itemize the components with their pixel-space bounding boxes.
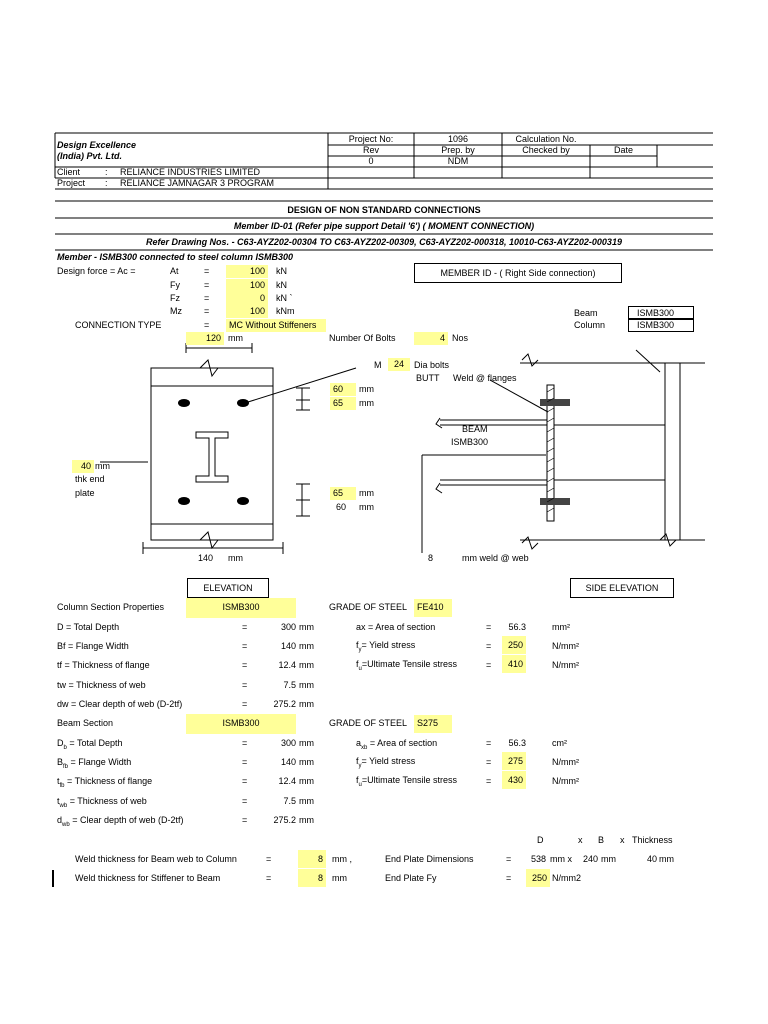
- beam-row-dw-text: = Clear depth of web (D-2tf): [69, 815, 184, 825]
- company-line1: Design Excellence: [57, 140, 137, 150]
- beam-row-d-eq: =: [242, 738, 248, 748]
- col-row-bf-eq: =: [242, 641, 248, 651]
- connection-type-label: CONNECTION TYPE: [75, 320, 162, 330]
- beam-row-tw-sym: t: [57, 796, 60, 806]
- col-ax-unit: mm²: [552, 622, 570, 632]
- beam-fy-val[interactable]: 275: [502, 752, 526, 770]
- beam-grade-value[interactable]: S275: [414, 715, 452, 733]
- end-fy-unit: N/mm2: [552, 873, 581, 883]
- beam-ax-eq: =: [486, 738, 492, 748]
- col-fu-unit: N/mm²: [552, 660, 579, 670]
- col-row-d-label: D = Total Depth: [57, 622, 120, 632]
- force-sym-at: At: [170, 266, 179, 276]
- force-sym-fz: Fz: [170, 293, 180, 303]
- col-fy-unit: N/mm²: [552, 641, 579, 651]
- col-fu-val[interactable]: 410: [502, 655, 526, 673]
- col-row-tw-val: 7.5: [283, 680, 296, 690]
- col-row-tw-eq: =: [242, 680, 248, 690]
- width-bottom-unit: mm: [228, 553, 243, 563]
- force-sym-fy: Fy: [170, 280, 180, 290]
- col-fu-label: [356, 659, 457, 675]
- member-desc: Member - ISMB300 connected to steel column ISMB300: [57, 252, 294, 262]
- beam-fy-unit: N/mm²: [552, 757, 579, 767]
- beam-fy-sym: $f_y$: [356, 756, 362, 769]
- bolt-prefix: M: [374, 360, 382, 370]
- col-row-d-eq: =: [242, 622, 248, 632]
- beam-row-tf-val: 12.4: [278, 776, 296, 786]
- elevation-label: ELEVATION: [203, 583, 253, 593]
- column-label: Column: [574, 320, 606, 330]
- width-bottom: 140: [198, 553, 214, 563]
- side-beam-label: BEAM: [462, 424, 488, 434]
- beam-row-bf-label: [57, 757, 131, 773]
- weld-stiff-label: Weld thickness for Stiffener to Beam: [75, 873, 221, 883]
- end-plate-d-unit: mm x: [550, 854, 572, 864]
- member-title: Member ID-01 (Refer pipe support Detail '6') ( MOMENT CONNECTION): [233, 221, 535, 231]
- beam-ax-unit: cm²: [552, 738, 567, 748]
- dim-60-top[interactable]: 60: [330, 383, 356, 396]
- beam-row-d-sub: b: [63, 744, 67, 751]
- col-fy-val[interactable]: 250: [502, 636, 526, 654]
- width-input[interactable]: 120: [186, 332, 224, 345]
- client-colon: :: [105, 167, 108, 177]
- dim-thk-header: Thickness: [632, 835, 673, 845]
- weld-beam-unit: mm ,: [332, 854, 352, 864]
- col-fu-text: =Ultimate Tensile stress: [361, 659, 457, 669]
- side-elevation-label-box: [570, 578, 674, 598]
- force-eq-at: =: [204, 266, 210, 276]
- force-eq-fz: =: [204, 293, 210, 303]
- beam-row-dw-sub: wb: [62, 821, 70, 828]
- beam-fu-val[interactable]: 430: [502, 771, 526, 789]
- weld-web-value: 8: [428, 553, 434, 563]
- end-plate-label: End Plate Dimensions: [385, 854, 474, 864]
- weld-beam-label: Weld thickness for Beam web to Column: [75, 854, 237, 864]
- beam-row-d-label: [57, 738, 122, 754]
- column-value-box: [628, 318, 694, 332]
- column-section-value[interactable]: ISMB300: [186, 598, 296, 618]
- col-row-dw-val: 275.2: [273, 699, 296, 709]
- beam-row-d-val: 300: [280, 738, 296, 748]
- elevation-label-box: [187, 578, 269, 598]
- rev-label: Rev: [362, 145, 379, 155]
- force-val-fz[interactable]: 0: [226, 292, 268, 305]
- prep-value: NDM: [447, 156, 469, 166]
- beam-value: ISMB300: [637, 308, 675, 318]
- beam-row-tf-unit: mm: [299, 776, 314, 786]
- project-value: RELIANCE JAMNAGAR 3 PROGRAM: [120, 178, 275, 188]
- project-no-label: Project No:: [348, 134, 394, 144]
- col-fy-sym: $f_y$: [356, 640, 362, 653]
- beam-section-value[interactable]: ISMB300: [186, 714, 296, 734]
- plate-line2: thk end: [75, 474, 105, 484]
- weld-stiff-unit: mm: [332, 873, 347, 883]
- beam-fy-eq: =: [486, 757, 492, 767]
- dim-65-bottom[interactable]: 65: [330, 487, 356, 500]
- force-unit-at: kN: [276, 266, 287, 276]
- calc-no-label: Calculation No.: [515, 134, 577, 144]
- col-fu-sym: $f_u$: [356, 659, 362, 672]
- member-id-title: MEMBER ID - ( Right Side connection): [440, 268, 596, 278]
- force-val-fy[interactable]: 100: [226, 279, 268, 292]
- end-plate-t-unit: mm: [659, 854, 674, 864]
- dim-65-top-unit: mm: [359, 398, 374, 408]
- beam-row-tf-eq: =: [242, 776, 248, 786]
- col-fu-eq: =: [486, 660, 492, 670]
- butt-label: BUTT: [416, 373, 440, 383]
- beam-label: Beam: [574, 308, 598, 318]
- end-fy-input[interactable]: 250: [526, 869, 550, 887]
- col-ax-val: 56.3: [508, 622, 526, 632]
- dim-65-top[interactable]: 65: [330, 397, 356, 410]
- client-label: Client: [57, 167, 81, 177]
- force-eq-mz: =: [204, 306, 210, 316]
- beam-row-dw-unit: mm: [299, 815, 314, 825]
- project-colon: :: [105, 178, 108, 188]
- project-label: Project: [57, 178, 86, 188]
- plate-thk-unit: mm: [95, 461, 110, 471]
- col-row-tf-unit: mm: [299, 660, 314, 670]
- force-unit-mz: kNm: [276, 306, 295, 316]
- beam-fu-label: [356, 775, 457, 791]
- prep-label: Prep. by: [441, 145, 475, 155]
- beam-row-tw-val: 7.5: [283, 796, 296, 806]
- col-ax-label: ax = Area of section: [356, 622, 436, 632]
- bolts-input[interactable]: 4: [414, 332, 448, 345]
- design-force-label: Design force = Ac =: [57, 266, 136, 276]
- col-row-bf-label: Bf = Flange Width: [57, 641, 129, 651]
- force-unit-fz: kN `: [276, 293, 293, 303]
- beam-row-tf-sub: fb: [59, 782, 65, 789]
- company-line2: (India) Pvt. Ltd.: [57, 151, 122, 161]
- col-row-tf-label: tf = Thickness of flange: [57, 660, 150, 670]
- column-section-label: Column Section Properties: [57, 602, 165, 612]
- beam-row-bf-sub: fb: [63, 763, 69, 770]
- beam-row-dw-eq: =: [242, 815, 248, 825]
- force-unit-fy: kN: [276, 280, 287, 290]
- beam-grade-label: GRADE OF STEEL: [329, 718, 408, 728]
- project-no: 1096: [447, 134, 469, 144]
- beam-row-tf-label: [57, 776, 152, 792]
- beam-fu-text: =Ultimate Tensile stress: [361, 775, 457, 785]
- dim-60-bottom: 60: [336, 502, 347, 512]
- drawing-ref: Refer Drawing Nos. - C63-AYZ202-00304 TO C63-AYZ202-00309, C63-AYZ202-000318, 10010-C63-AYZ202-000319: [146, 237, 622, 247]
- weld-beam-input[interactable]: 8: [298, 850, 326, 868]
- weld-flanges-label: Weld @ flanges: [453, 373, 517, 383]
- col-row-bf-unit: mm: [299, 641, 314, 651]
- beam-row-bf-val: 140: [280, 757, 296, 767]
- dim-60-bottom-unit: mm: [359, 502, 374, 512]
- beam-row-d-unit: mm: [299, 738, 314, 748]
- beam-fu-sym: $f_u$: [356, 775, 362, 788]
- beam-row-tf-sym: t: [57, 776, 60, 786]
- col-row-tw-label: tw = Thickness of web: [57, 680, 146, 690]
- plate-thk-input[interactable]: 40: [72, 460, 94, 473]
- col-row-dw-label: dw = Clear depth of web (D-2tf): [57, 699, 183, 709]
- col-fy-text: = Yield stress: [361, 640, 416, 650]
- beam-ax-label: [356, 738, 437, 754]
- force-val-at[interactable]: 100: [226, 265, 268, 278]
- column-grade-value[interactable]: FE410: [414, 599, 452, 617]
- beam-ax-sym: $a_{xb}$: [356, 738, 368, 751]
- col-row-bf-val: 140: [280, 641, 296, 651]
- beam-row-tw-label: [57, 796, 147, 812]
- beam-row-dw-val: 275.2: [273, 815, 296, 825]
- end-fy-eq: =: [506, 873, 512, 883]
- beam-row-d-text: = Total Depth: [66, 738, 123, 748]
- beam-row-dw-label: [57, 815, 184, 831]
- col-row-tw-unit: mm: [299, 680, 314, 690]
- rev-value: 0: [368, 156, 374, 166]
- end-plate-t: 40: [646, 854, 657, 864]
- side-beam-section: ISMB300: [451, 437, 489, 447]
- beam-row-bf-unit: mm: [299, 757, 314, 767]
- force-val-mz[interactable]: 100: [226, 305, 268, 318]
- connection-type-value[interactable]: MC Without Stiffeners: [226, 319, 326, 332]
- client-value: RELIANCE INDUSTRIES LIMITED: [120, 167, 261, 177]
- beam-row-tw-text: = Thickness of web: [67, 796, 147, 806]
- beam-ax-text: = Area of section: [369, 738, 438, 748]
- col-row-tf-eq: =: [242, 660, 248, 670]
- plate-line3: plate: [75, 488, 95, 498]
- col-ax-eq: =: [486, 622, 492, 632]
- beam-fu-unit: N/mm²: [552, 776, 579, 786]
- dim-60-top-unit: mm: [359, 384, 374, 394]
- weld-web-text: mm weld @ web: [462, 553, 529, 563]
- side-elevation-label: SIDE ELEVATION: [585, 583, 659, 593]
- beam-row-dw-sym: d: [57, 815, 63, 825]
- width-unit: mm: [228, 333, 243, 343]
- beam-row-tf-text: = Thickness of flange: [64, 776, 153, 786]
- beam-row-tw-sub: wb: [59, 802, 68, 809]
- beam-fy-label: [356, 756, 415, 772]
- col-fy-eq: =: [486, 641, 492, 651]
- main-title: DESIGN OF NON STANDARD CONNECTIONS: [287, 205, 481, 215]
- beam-section-label: Beam Section: [57, 718, 114, 728]
- col-row-tf-val: 12.4: [278, 660, 296, 670]
- dim-b-header: B: [598, 835, 605, 845]
- checked-label: Checked by: [522, 145, 570, 155]
- bolt-dia-input[interactable]: 24: [388, 358, 410, 371]
- dim-x1-header: x: [578, 835, 583, 845]
- dim-x2-header: x: [620, 835, 625, 845]
- end-plate-b-unit: mm: [601, 854, 616, 864]
- weld-beam-eq: =: [266, 854, 272, 864]
- end-plate-b: 240: [582, 854, 598, 864]
- side-bolts: [540, 399, 570, 505]
- beam-row-tw-eq: =: [242, 796, 248, 806]
- beam-row-tw-unit: mm: [299, 796, 314, 806]
- weld-stiff-input[interactable]: 8: [298, 869, 326, 887]
- force-eq-fy: =: [204, 280, 210, 290]
- col-fy-label: [356, 640, 415, 656]
- beam-ax-val: 56.3: [508, 738, 526, 748]
- col-row-d-val: 300: [280, 622, 296, 632]
- col-row-dw-unit: mm: [299, 699, 314, 709]
- beam-fy-text: = Yield stress: [361, 756, 416, 766]
- force-sym-mz: Mz: [170, 306, 182, 316]
- dim-d-header: D: [537, 835, 544, 845]
- beam-row-bf-sym: B: [57, 757, 64, 767]
- connection-type-eq: =: [204, 320, 210, 330]
- end-plate-eq: =: [506, 854, 512, 864]
- beam-row-bf-text: = Flange Width: [68, 757, 132, 767]
- column-value: ISMB300: [637, 320, 675, 330]
- date-label: Date: [613, 145, 633, 155]
- beam-row-d-sym: D: [57, 738, 64, 748]
- bolts-unit: Nos: [452, 333, 469, 343]
- dim-65-bottom-unit: mm: [359, 488, 374, 498]
- col-row-dw-eq: =: [242, 699, 248, 709]
- member-id-box: [414, 263, 622, 283]
- beam-fu-eq: =: [486, 776, 492, 786]
- bolt-suffix: Dia bolts: [414, 360, 450, 370]
- col-row-d-unit: mm: [299, 622, 314, 632]
- bolt-holes: [178, 399, 249, 505]
- beam-row-bf-eq: =: [242, 757, 248, 767]
- column-grade-label: GRADE OF STEEL: [329, 602, 408, 612]
- weld-stiff-eq: =: [266, 873, 272, 883]
- end-plate-d: 538: [530, 854, 546, 864]
- elevation-drawing: [100, 343, 356, 554]
- bolts-label: Number Of Bolts: [329, 333, 396, 343]
- end-fy-label: End Plate Fy: [385, 873, 437, 883]
